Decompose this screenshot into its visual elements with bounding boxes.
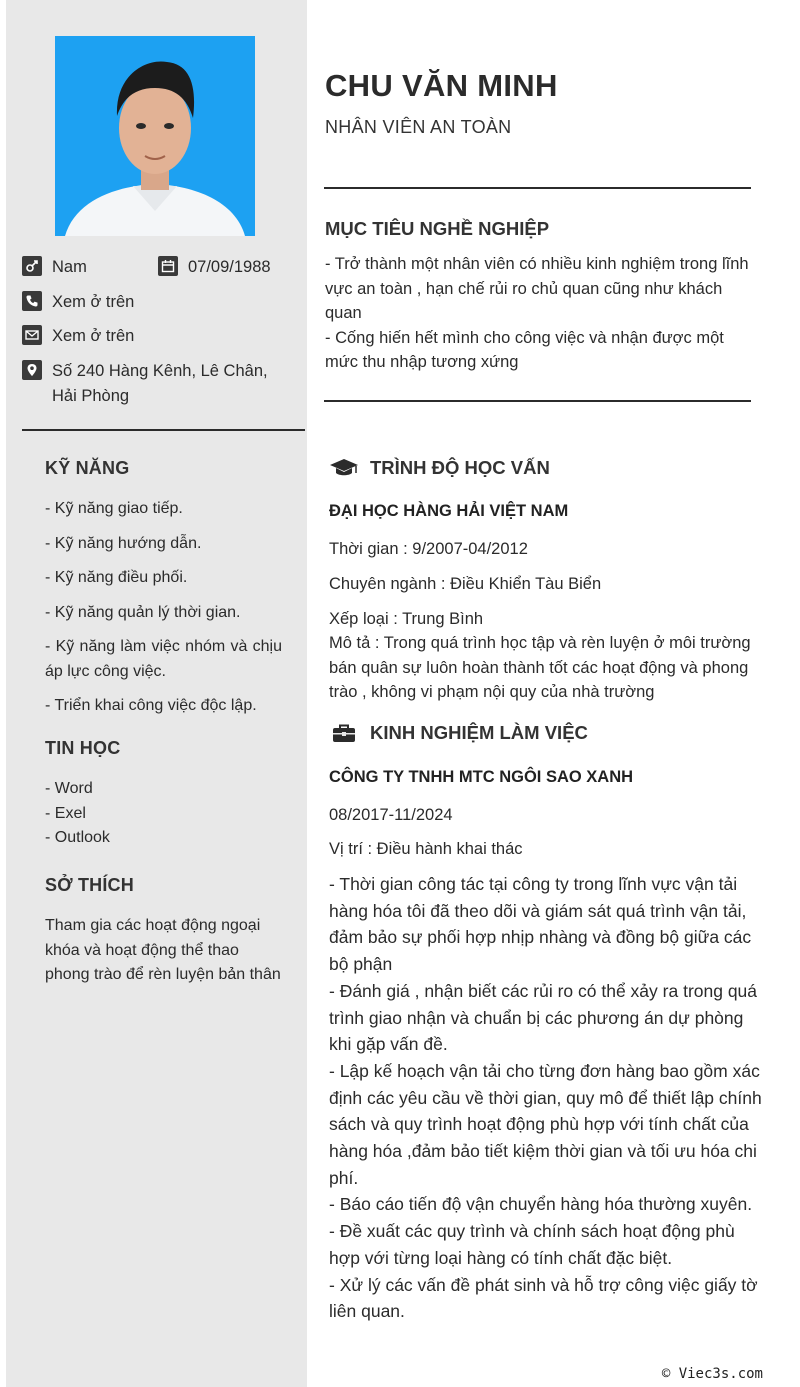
computing-heading: TIN HỌC (45, 738, 121, 758)
skill-item: - Kỹ năng điều phối. (45, 569, 188, 586)
candidate-name: CHU VĂN MINH (325, 68, 558, 103)
phone-icon (22, 291, 42, 311)
job-title: NHÂN VIÊN AN TOÀN (325, 117, 512, 137)
computing-item: - Exel (45, 804, 86, 822)
birthdate-row (158, 255, 271, 280)
skill-item: - Triển khai công việc độc lập. (45, 697, 257, 714)
email-value: Xem ở trên (52, 327, 135, 345)
objective-text (325, 252, 755, 375)
computing-list (45, 777, 282, 851)
duty-item: - Xử lý các vấn đề phát sinh và hỗ trợ công việc giấy tờ liên quan. (329, 1274, 758, 1322)
experience-duties (329, 871, 769, 1325)
duty-item: - Đề xuất các quy trình và chính sách hoạt động phù hợp với từng loại hàng có tính chất đặc biệt. (329, 1221, 735, 1268)
experience-period: 08/2017-11/2024 (329, 806, 453, 824)
education-description: Mô tả : Trong quá trình học tập và rèn luyện ở môi trường bán quân sự luôn hoàn thành tốt các hoạt động và phong trào , không vi phạm nội quy của nhà trường (329, 634, 751, 701)
education-heading (329, 456, 550, 480)
school-name: ĐẠI HỌC HÀNG HẢI VIỆT NAM (329, 502, 569, 520)
education-period: Thời gian : 9/2007-04/2012 (329, 540, 528, 558)
location-icon (22, 360, 42, 380)
education-grade: Xếp loại : Trung Bình (329, 610, 484, 628)
experience-heading (329, 721, 588, 745)
address-row (22, 359, 282, 409)
company-name: CÔNG TY TNHH MTC NGÔI SAO XANH (329, 768, 634, 786)
email-row (22, 324, 134, 349)
skills-heading: KỸ NĂNG (45, 458, 130, 478)
sidebar-divider (22, 429, 305, 431)
objective-divider (324, 400, 751, 402)
gender-value: Nam (52, 258, 87, 276)
education-heading-label: TRÌNH ĐỘ HỌC VẤN (370, 457, 550, 478)
header-divider (324, 187, 751, 189)
experience-heading-label: KINH NGHIỆM LÀM VIỆC (370, 722, 588, 743)
hobbies-text: Tham gia các hoạt động ngoại khóa và hoạt động thể thao phong trào để rèn luyện bản thân (45, 917, 281, 983)
duty-item: - Thời gian công tác tại công ty trong lĩnh vực vận tải hàng hóa tôi đã theo dõi và giám sát quá trình vận tải, đảm bảo sự phối hợp nhịp nhàng và đồng bộ giữa các bộ phận (329, 874, 752, 975)
footer-watermark: © Viec3s.com (661, 1366, 763, 1382)
birthdate-value: 07/09/1988 (188, 258, 271, 276)
duty-item: - Lập kế hoạch vận tải cho từng đơn hàng bao gồm xác định các yêu cầu về thời gian, quy mô để thiết lập chính sách và quy trình hoạt động phù hợp với tính chất của hàng hóa ,đảm bảo tiết kiệm thời gian và tối ưu hóa chi phí. (329, 1060, 762, 1188)
education-major: Chuyên ngành : Điều Khiển Tàu Biển (329, 575, 602, 593)
gender-icon (22, 256, 42, 276)
calendar-icon (158, 256, 178, 276)
phone-value: Xem ở trên (52, 293, 135, 311)
address-value: Số 240 Hàng Kênh, Lê Chân, Hải Phòng (52, 362, 268, 405)
mail-icon (22, 325, 42, 345)
skills-list (45, 497, 282, 719)
profile-photo (55, 36, 255, 236)
objective-line: - Trở thành một nhân viên có nhiều kinh nghiệm trong lĩnh vực an toàn , hạn chế rủi ro chủ quan cũng như khách quan (325, 255, 749, 322)
skill-item: - Kỹ năng làm việc nhóm và chịu áp lực công việc. (45, 638, 282, 680)
computing-item: - Word (45, 780, 93, 797)
phone-row (22, 290, 134, 315)
gender-row (22, 255, 87, 280)
duty-item: - Đánh giá , nhận biết các rủi ro có thể xảy ra trong quá trình giao nhận và chuẩn bị các phương án dự phòng khi gặp vấn đề. (329, 980, 758, 1055)
computing-item: - Outlook (45, 829, 110, 846)
briefcase-icon (329, 721, 359, 745)
skill-item: - Kỹ năng giao tiếp. (45, 500, 183, 517)
skill-item: - Kỹ năng quản lý thời gian. (45, 603, 241, 621)
objective-heading: MỤC TIÊU NGHỀ NGHIỆP (325, 218, 550, 239)
experience-position: Vị trí : Điều hành khai thác (329, 840, 523, 858)
duty-item: - Báo cáo tiến độ vận chuyển hàng hóa thường xuyên. (329, 1194, 753, 1215)
objective-line: - Cống hiến hết mình cho công việc và nhận được một mức thu nhập tương xứng (325, 328, 724, 371)
hobbies-heading: SỞ THÍCH (45, 875, 134, 895)
graduation-cap-icon (329, 456, 359, 480)
skill-item: - Kỹ năng hướng dẫn. (45, 534, 202, 552)
